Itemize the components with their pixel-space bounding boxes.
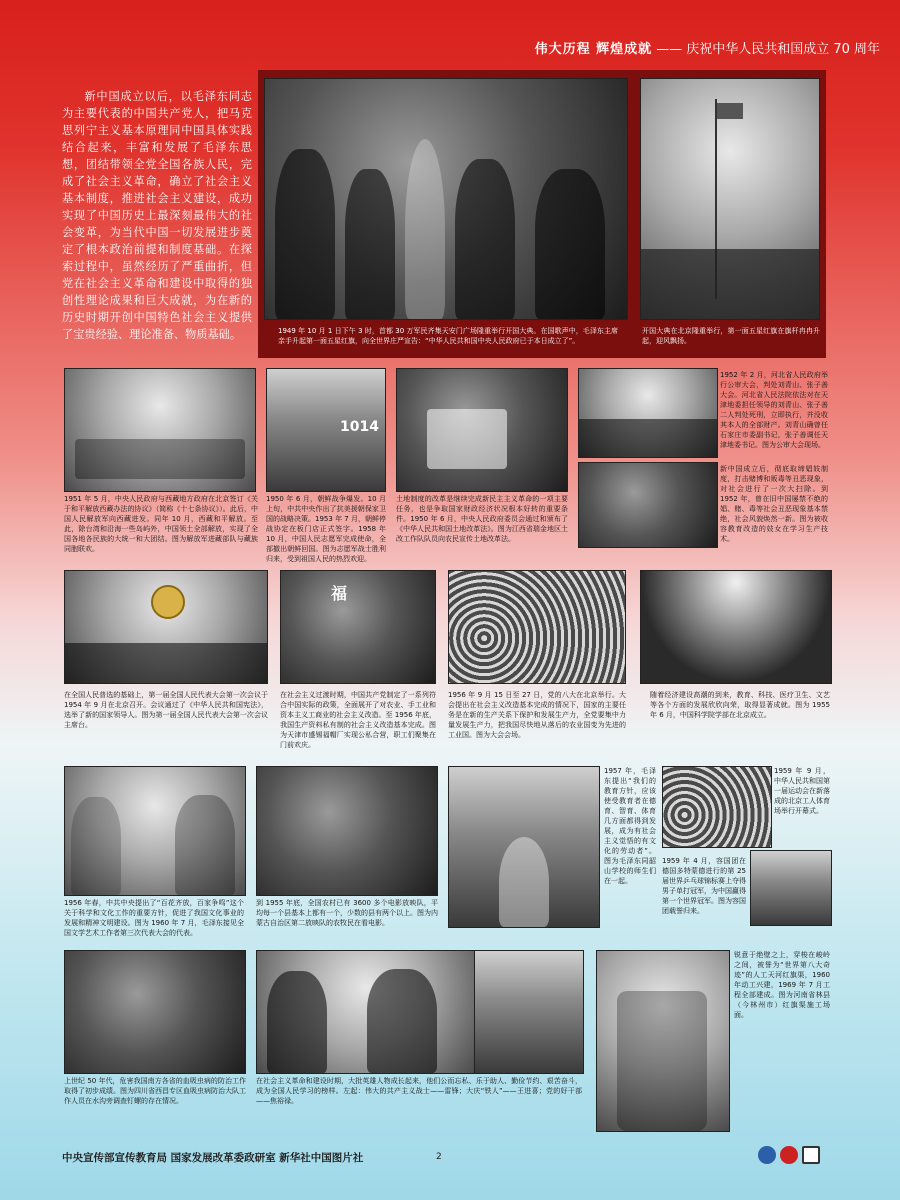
footer-publishers: 中央宣传部宣传教育局 国家发展改革委政研室 新华社中国图片社 (62, 1152, 364, 1164)
header-dash: —— (656, 42, 683, 57)
jiao-yulu-photo (474, 950, 584, 1074)
hundred-flowers-photo (64, 766, 246, 896)
rural-movie-caption: 到 1955 年底，全国农村已有 3600 多个电影放映队，平均每一个县基本上都有一个，少数的县有两个以上。图为内蒙古自治区第二放映队的农牧民在看电影。 (256, 899, 438, 927)
rong-guotuan-photo (750, 850, 832, 926)
xinhua-logo-icon (780, 1146, 798, 1164)
heroes-photo (256, 950, 476, 1074)
publisher-logo-icon (758, 1146, 776, 1164)
founding-caption: 1949 年 10 月 1 日下午 3 时，首都 30 万军民齐集天安门广场隆重举行开国大典。在国歌声中，毛泽东主席亲手升起第一面五星红旗，向全世界庄严宣告：“中华人民共和国中央人民政府已于本日成立了”。 (278, 327, 618, 345)
academy-caption: 随着经济建设高潮的到来，教育、科技、医疗卫生、文艺等各个方面的发展欣欣向荣，取得显著成就。图为 1955 年 6 月，中国科学院学部在北京成立。 (650, 691, 830, 719)
eighth-congress-caption: 1956 年 9 月 15 日至 27 日，党的八大在北京举行。大会提出在社会主义改造基本完成的情况下，国家的主要任务是在新的生产关系下保护和发展生产力，全党要集中力量发展生产力，把我国尽快地从落后的农业国变为先进的工业国。图为大会会场。 (448, 691, 626, 739)
header-title-bold: 伟大历程 辉煌成就 (534, 42, 653, 57)
store-sign: 福 (331, 584, 348, 603)
schistosomiasis-photo (64, 950, 246, 1074)
red-flag-canal-caption: 锐意于绝壁之上，穿梭在峻岭之间，被誉为“世界第八大奇迹”的人工天河红旗渠，1960 年动工兴建，1969 年 7 月工程全部建成。图为河南省林县（今林州市）红旗渠施工场面。 (734, 951, 830, 1019)
rural-movie-photo (256, 766, 438, 896)
page-number: 2 (436, 1152, 442, 1162)
pingpong-caption: 1959 年 4 月，容国团在德国多特蒙德进行的第 25 届世界乒乓球锦标赛上夺得男子单打冠军，为中国赢得第一个世界冠军。图为容国团载誉归来。 (662, 857, 746, 915)
stadium-photo (662, 766, 772, 848)
founding-ceremony-photo (264, 78, 628, 320)
feature-frame (258, 70, 826, 358)
land-reform-photo (396, 368, 568, 492)
intro-paragraph: 新中国成立以后，以毛泽东同志为主要代表的中国共产党人，把马克思列宁主义基本原理同中国具体实践结合起来，丰富和发展了毛泽东思想，团结带领全党全国各族人民，完成了社会主义革命，确立了社会主义基本制度，推进社会主义建设，成功实现了中国历史上最深刻最伟大的社会变革，为当代中国一切发展进步奠定了根本政治前提和制度基础。在探索过程中，虽然经历了严重曲折，但党在社会主义革命和建设中取得的独创性理论成果和巨大成就，为在新的历史时期开创中国特色社会主义提供了宝贵经验、理论准备、物质基础。 (62, 90, 252, 341)
flag-raising-photo (640, 78, 820, 320)
header-title-rest: 庆祝中华人民共和国成立 70 周年 (686, 42, 880, 57)
land-reform-caption: 土地制度的改革是继续完成新民主主义革命的一项主要任务，也是争取国家财政经济状况根本好转的重要条件。1950 年 6 月，中央人民政府委员会通过和颁布了《中华人民共和国土地改革法》。图为江西省瑞金地区土改工作队队员向农民宣传土地改革法。 (396, 495, 568, 543)
congress-photo (64, 570, 268, 684)
page-header (470, 38, 880, 57)
flag-caption: 开国大典在北京隆重举行，第一面五星红旗在旗杆冉冉升起，迎风飘扬。 (642, 327, 820, 345)
footer-icons (758, 1146, 820, 1164)
national-emblem-icon (151, 585, 185, 619)
education-caption: 1957 年，毛泽东提出“我们的教育方针，应该使受教育者在德育、智育、体育几方面都得到发展，成为有社会主义觉悟的有文化的劳动者”。图为毛泽东同韶山学校的师生们在一起。 (604, 767, 656, 885)
public-trial-photo (578, 368, 718, 458)
joint-ownership-caption: 在社会主义过渡时期，中国共产党制定了一系列符合中国实际的政策，全面展开了对农业、手工业和资本主义工商业的社会主义改造。至 1956 年底，我国生产资料私有制的社会主义改造基本完成。图为天津市盛锡福帽厂实现公私合营，职工们聚集在门前欢庆。 (280, 691, 436, 749)
korea-return-photo (266, 368, 386, 492)
women-reform-caption: 新中国成立后，彻底取缔娼妓制度，打击赌博和贩毒等丑恶现象，对社会进行了一次大扫除。到 1952 年，曾在旧中国屡禁不绝的娼、赌、毒等社会丑恶现象基本禁绝，社会风貌焕然一新。图为被收容教育改造的妓女在学习生产技术。 (720, 465, 828, 543)
eighth-congress-photo (448, 570, 626, 684)
tibet-photo (64, 368, 256, 492)
heroes-caption: 在社会主义革命和建设时期，大批英雄人物成长起来，他们公而忘私、乐于助人、勤俭节约、艰苦奋斗，成为全国人民学习的榜样。左起：伟大的共产主义战士——雷锋；大庆“铁人”——王进喜；党的好干部——焦裕禄。 (256, 1077, 582, 1105)
red-flag-canal-photo (596, 950, 730, 1132)
stadium-caption: 1959 年 9 月，中华人民共和国第一届运动会在新落成的北京工人体育场举行开幕式。 (774, 767, 830, 815)
train-number: 1014 (340, 419, 379, 435)
public-trial-caption: 1952 年 2 月，河北省人民政府举行公审大会，判处刘青山、张子善大会。河北省人民法院依法对在天津地委担任领导的刘青山、张子善二人判处死刑，立即执行，并没收其本人的全部财产。刘青山确曾任石家庄市委副书记，张子善调任天津地委书记。图为公审大会现场。 (720, 371, 828, 449)
korea-caption: 1950 年 6 月，朝鲜战争爆发。10 月上旬，中共中央作出了抗美援朝保家卫国的战略决策。1953 年 7 月，朝鲜停战协定在板门店正式签字。1958 年 10 月，中国人民志愿军完成使命，全部撤出朝鲜回国。图为志愿军战士胜利归来，受到祖国人民的热烈欢迎。 (266, 495, 386, 563)
shaoshan-school-photo (448, 766, 600, 928)
schistosomiasis-caption: 上世纪 50 年代，危害我国南方各省的血吸虫病的防治工作取得了初步成绩。图为四川省西昌专区血吸虫病防治大队工作人员在水沟旁调查钉螺的存在情况。 (64, 1077, 246, 1105)
congress-caption: 在全国人民普选的基础上，第一届全国人民代表大会第一次会议于 1954 年 9 月在北京召开。会议通过了《中华人民共和国宪法》，选举了新的国家领导人。图为第一届全国人民代表大会第一次会议主席台。 (64, 691, 268, 729)
tibet-caption: 1951 年 5 月，中央人民政府与西藏地方政府在北京签订《关于和平解放西藏办法的协议》（简称《十七条协议》）。此后，中国人民解放军向西藏进发。同年 10 月，西藏和平解放。至此，除台湾和沿海一些岛屿外，中国领土全部解放，实现了全国各地各民族的大统一和大团结。图为解放军进藏部队与藏族同胞联欢。 (64, 495, 258, 553)
hundred-flowers-caption: 1956 年春，中共中央提出了“百花齐放，百家争鸣”这个关于科学和文化工作的重要方针，促进了我国文化事业的发展和精神文明建设。图为 1960 年 7 月，毛泽东接见全国文学艺术工作者第三次代表大会的代表。 (64, 899, 244, 937)
academy-hall-photo (640, 570, 832, 684)
qr-code-icon (802, 1146, 820, 1164)
joint-ownership-photo (280, 570, 436, 684)
women-reform-photo (578, 462, 718, 548)
